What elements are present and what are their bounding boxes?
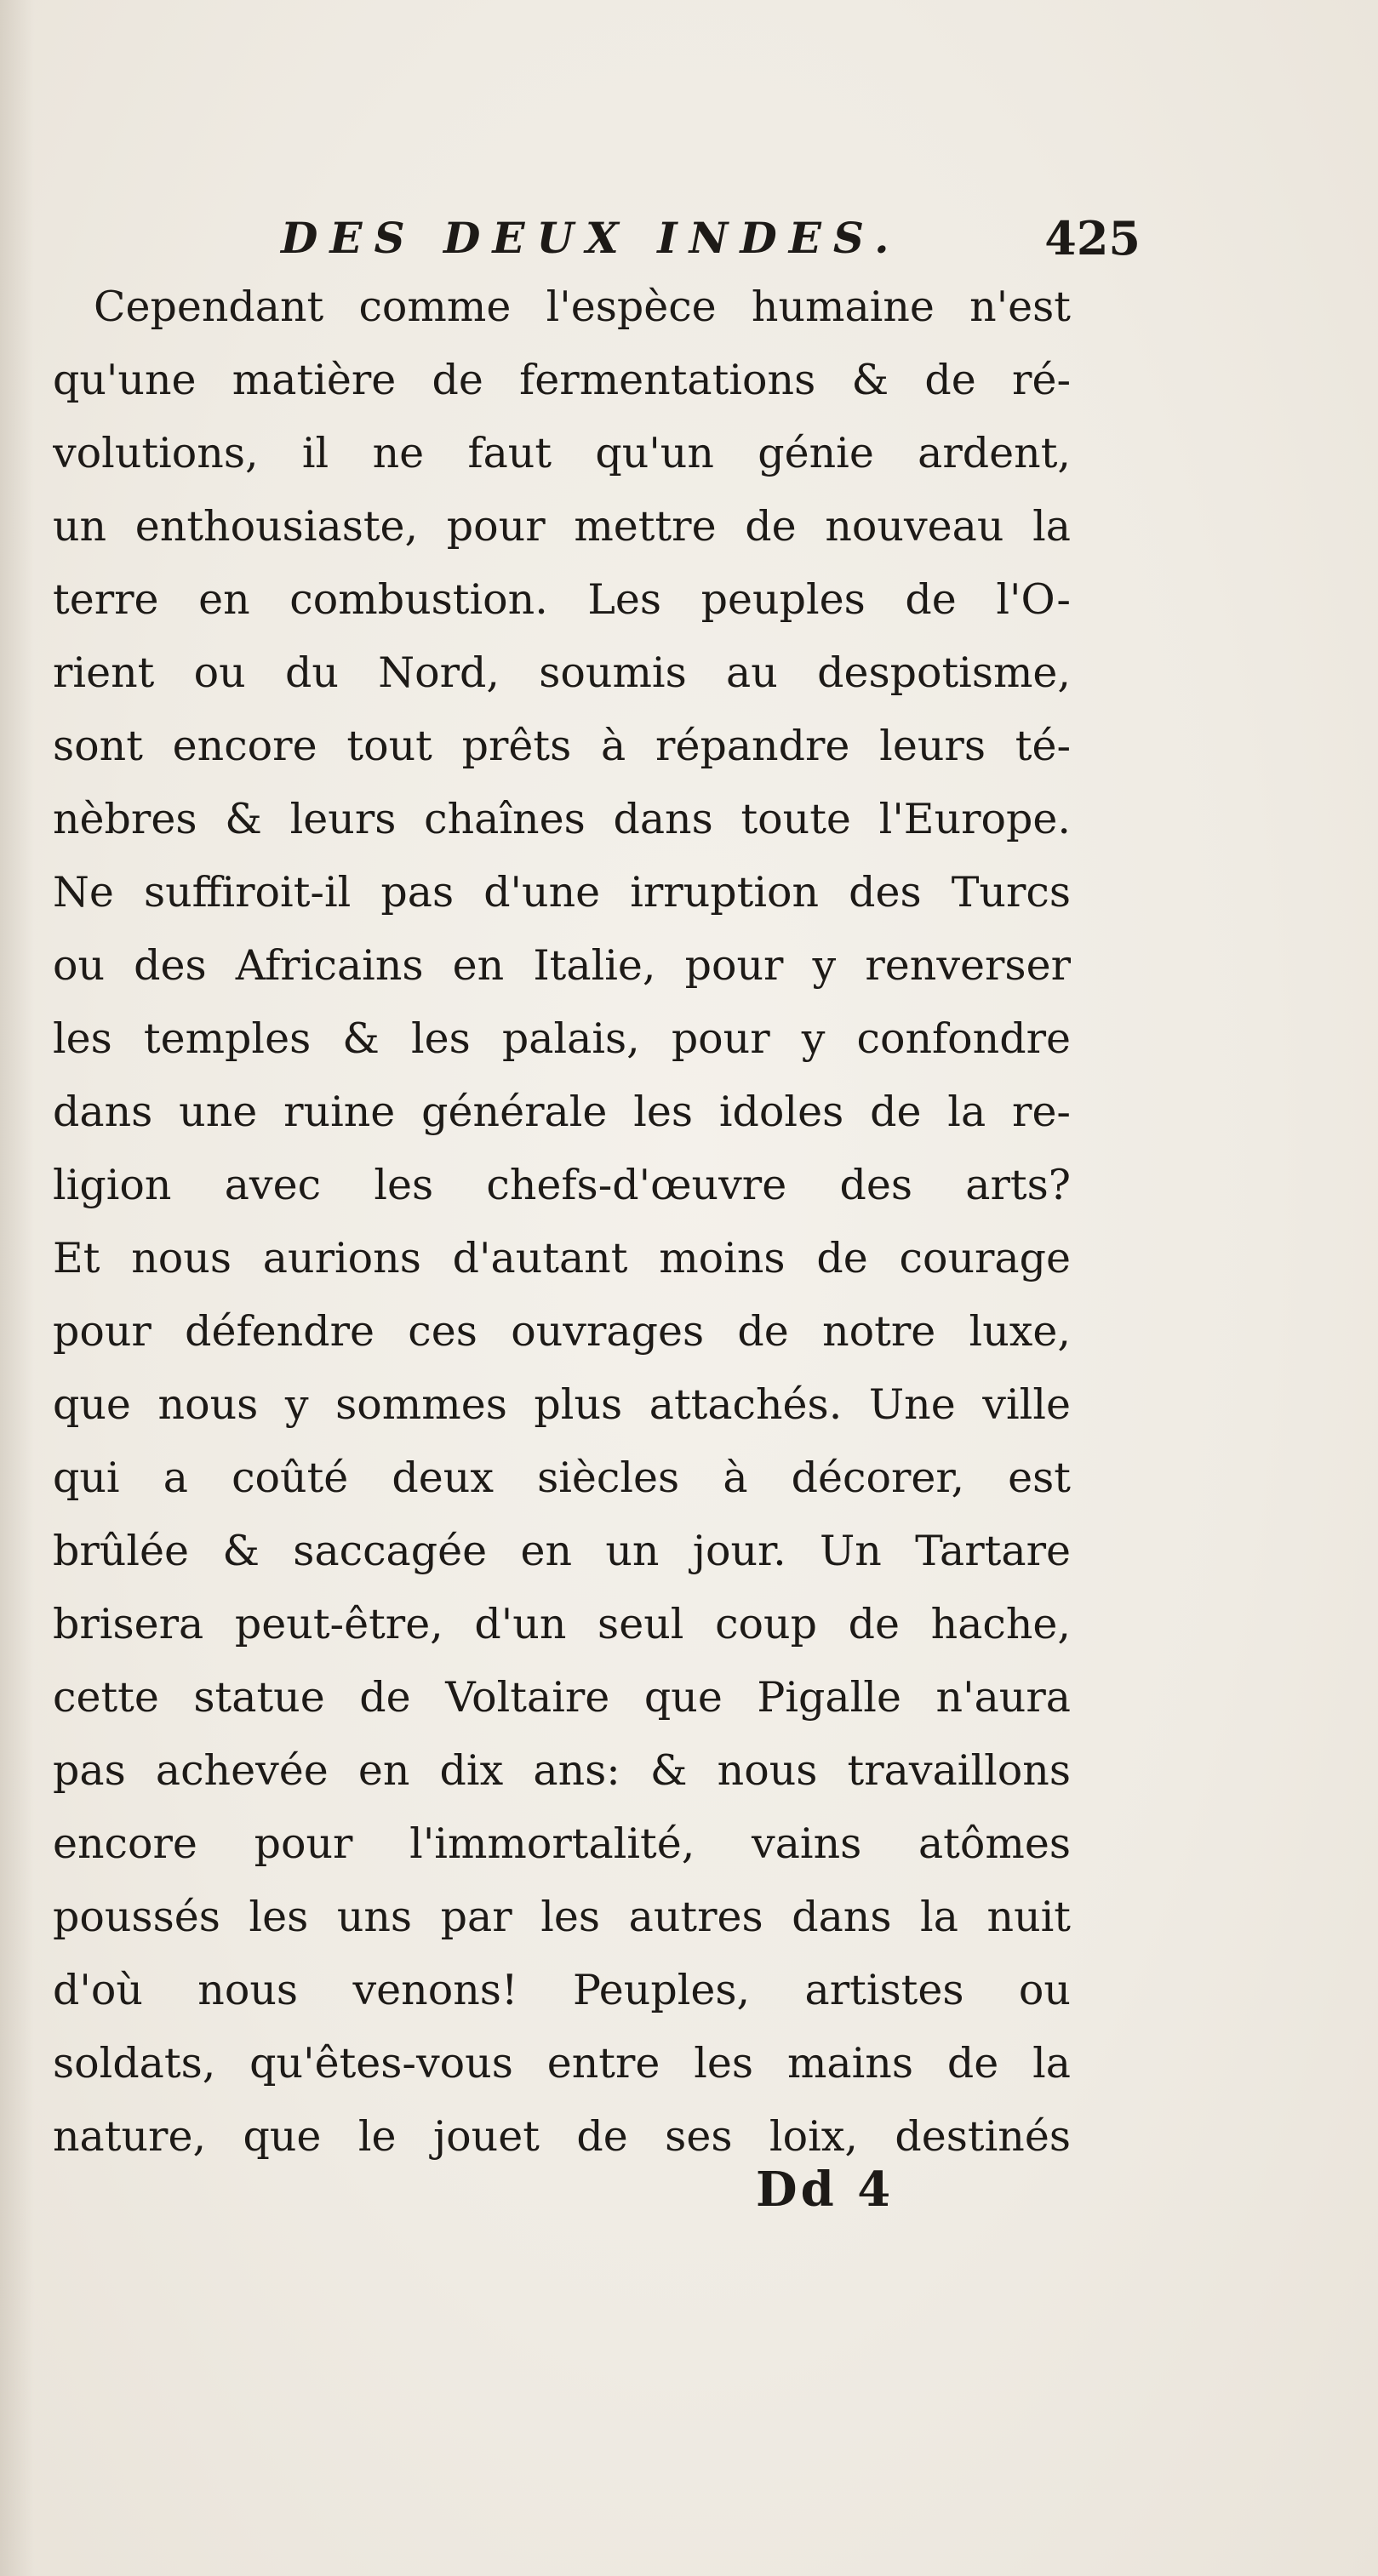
signature-mark: Dd 4: [756, 2162, 895, 2218]
text-line: rient ou du Nord, soumis au despotisme,: [53, 648, 1071, 697]
text-line: terre en combustion. Les peuples de l'O-: [53, 575, 1071, 624]
text-line: un enthousiaste, pour mettre de nouveau la: [53, 502, 1071, 551]
text-line: sont encore tout prêts à répandre leurs té-: [53, 722, 1071, 770]
text-line: pas achevée en dix ans: & nous travaillons: [53, 1746, 1071, 1795]
text-line: les temples & les palais, pour y confondre: [53, 1014, 1071, 1063]
text-line: Ne suffiroit-il pas d'une irruption des Turcs: [53, 868, 1071, 917]
page-number: 425: [1044, 211, 1141, 266]
running-head: DES DEUX INDES.: [281, 213, 901, 263]
text-line: dans une ruine générale les idoles de la re-: [53, 1088, 1071, 1136]
text-line: brûlée & saccagée en un jour. Un Tartare: [53, 1527, 1071, 1575]
text-line: Et nous aurions d'autant moins de courage: [53, 1234, 1071, 1282]
body-text: [53, 271, 1071, 2173]
text-line: Cependant comme l'espèce humaine n'est: [94, 283, 1071, 331]
text-line: pour défendre ces ouvrages de notre luxe,: [53, 1307, 1071, 1356]
text-line: ligion avec les chefs-d'œuvre des arts?: [53, 1161, 1071, 1209]
page-header: [281, 204, 1141, 272]
text-line: encore pour l'immortalité, vains atômes: [53, 1819, 1071, 1868]
text-line: poussés les uns par les autres dans la nuit: [53, 1893, 1071, 1941]
text-line: d'où nous venons! Peuples, artistes ou: [53, 1966, 1071, 2014]
text-line: qu'une matière de fermentations & de ré-: [53, 356, 1071, 404]
text-line: volutions, il ne faut qu'un génie ardent,: [53, 429, 1071, 477]
text-line: soldats, qu'êtes-vous entre les mains de la: [53, 2039, 1071, 2088]
text-line: que nous y sommes plus attachés. Une ville: [53, 1380, 1071, 1429]
text-line: ou des Africains en Italie, pour y renverser: [53, 941, 1071, 990]
text-line: qui a coûté deux siècles à décorer, est: [53, 1454, 1071, 1502]
text-line: nature, que le jouet de ses loix, destinés: [53, 2112, 1071, 2161]
text-line: cette statue de Voltaire que Pigalle n'aura: [53, 1673, 1071, 1722]
text-line: brisera peut-être, d'un seul coup de hache,: [53, 1600, 1071, 1648]
text-line: nèbres & leurs chaînes dans toute l'Europe.: [53, 795, 1071, 843]
